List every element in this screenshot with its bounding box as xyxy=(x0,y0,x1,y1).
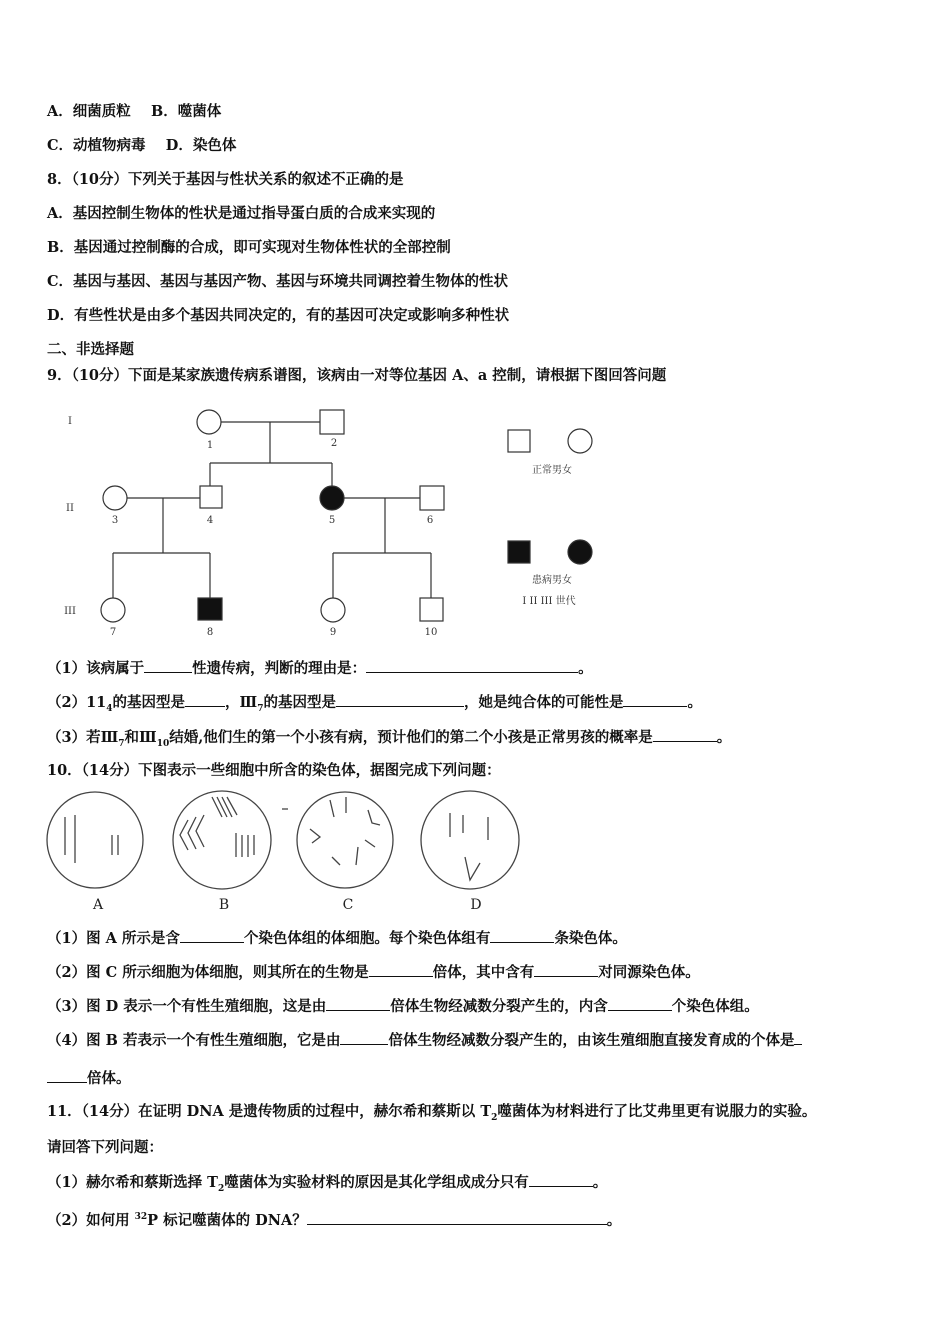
cell-label-b: B xyxy=(218,897,230,913)
legend-normal-label: 正常男女 xyxy=(532,465,572,476)
q11-part2: （2）如何用 $^{32}$P 标记噬菌体的 DNA？ 。 xyxy=(47,1211,622,1229)
blank[interactable] xyxy=(653,727,717,742)
gen-label-II: II xyxy=(66,503,74,514)
q9-part2: $(2)11_4$的基因型是 ，$Ⅲ_7$的基因型是 ，她是纯合体的可能性是 。 xyxy=(47,694,702,714)
cell-label-d: D xyxy=(470,897,482,913)
blank[interactable] xyxy=(534,962,598,977)
individual-10-male-normal xyxy=(420,598,443,621)
cell-a xyxy=(47,792,143,888)
q8-option-a: A．基因控制生物体的性状是通过指导蛋白质的合成来实现的 xyxy=(47,205,436,222)
gen-label-III: III xyxy=(64,606,76,617)
q7-option-b: B．噬菌体 xyxy=(150,103,222,120)
legend-generation-label: I II III 世代 xyxy=(522,596,576,607)
legend-affected-male xyxy=(508,541,530,563)
blank[interactable] xyxy=(180,928,244,943)
cell-label-a: A xyxy=(92,897,104,913)
individual-2-male-normal xyxy=(320,410,344,434)
q9-part3: （3）若$Ⅲ_7$和$Ⅲ_{10}$结婚,他们生的第一个小孩有病，预计他们的第二个小孩是正常男孩的概率是 。 xyxy=(47,729,732,749)
id-5: 5 xyxy=(328,515,336,526)
id-4: 4 xyxy=(206,515,214,526)
cell-c xyxy=(297,792,393,888)
blank[interactable] xyxy=(326,996,390,1011)
individual-1-female-normal xyxy=(197,410,221,434)
legend-normal-female xyxy=(568,429,592,453)
blank[interactable] xyxy=(340,1030,388,1045)
q8-stem: 8．（10分）下列关于基因与性状关系的叙述不正确的是 xyxy=(47,171,404,188)
q10-part1: （1）图 A 所示是含 个染色体组的体细胞。每个染色体组有 条染色体。 xyxy=(47,930,627,947)
pedigree-chart xyxy=(55,398,635,643)
q11-stem2: 请回答下列问题： xyxy=(47,1139,163,1156)
individual-4-male-normal xyxy=(200,486,222,508)
q7-option-c: C．动植物病毒 xyxy=(47,137,146,154)
q11-stem: 11．（14分）在证明 DNA 是遗传物质的过程中，赫尔希和蔡斯以 $T_2$噬菌体为材料进行了比艾弗里更有说服力的实验。 xyxy=(47,1103,817,1123)
q7-options-row1 xyxy=(47,102,221,122)
q8-option-d: D．有些性状是由多个基因共同决定的，有的基因可决定或影响多种性状 xyxy=(47,307,510,324)
q9-part1: （1）该病属于 性遗传病，判断的理由是： 。 xyxy=(47,660,593,677)
q8-option-c: C．基因与基因、基因与基因产物、基因与环境共同调控着生物体的性状 xyxy=(47,273,509,290)
id-1: 1 xyxy=(206,440,214,451)
q10-part4-cont: 倍体。 xyxy=(47,1068,131,1089)
id-3: 3 xyxy=(111,515,119,526)
blank[interactable] xyxy=(490,928,554,943)
q7-option-a: A．细菌质粒 xyxy=(47,103,131,120)
blank[interactable] xyxy=(185,692,225,707)
individual-3-female-normal xyxy=(103,486,127,510)
q11-part1: （1）赫尔希和蔡斯选择 $T_2$噬菌体为实验材料的原因是其化学组成成分只有 。 xyxy=(47,1174,608,1194)
individual-7-female-normal xyxy=(101,598,125,622)
q10-part3: （3）图 D 表示一个有性生殖细胞，这是由 倍体生物经减数分裂产生的，内含 个染色体组。 xyxy=(47,998,759,1015)
blank[interactable] xyxy=(47,1068,87,1083)
id-6: 6 xyxy=(426,515,434,526)
blank[interactable] xyxy=(529,1172,593,1187)
blank[interactable] xyxy=(794,1030,802,1045)
cell-d xyxy=(421,791,519,889)
individual-5-female-affected xyxy=(320,486,344,510)
individual-9-female-normal xyxy=(321,598,345,622)
id-2: 2 xyxy=(330,438,338,449)
q7-options-row2 xyxy=(47,136,236,156)
legend-affected-female xyxy=(568,540,592,564)
chromosome-cells-figure xyxy=(40,785,530,915)
blank[interactable] xyxy=(307,1210,607,1225)
blank[interactable] xyxy=(369,962,433,977)
q10-stem: 10．（14分）下图表示一些细胞中所含的染色体，据图完成下列问题： xyxy=(47,762,501,779)
blank[interactable] xyxy=(144,658,192,673)
id-9: 9 xyxy=(329,627,337,638)
blank[interactable] xyxy=(366,658,578,673)
id-7: 7 xyxy=(109,627,117,638)
blank[interactable] xyxy=(608,996,672,1011)
section-title: 二、非选择题 xyxy=(47,341,134,358)
q10-part4: （4）图 B 若表示一个有性生殖细胞，它是由 倍体生物经减数分裂产生的，由该生殖细胞直接发育成的个体是 xyxy=(47,1030,802,1051)
individual-6-male-normal xyxy=(420,486,444,510)
cell-label-c: C xyxy=(342,897,354,913)
legend-affected-label: 患病男女 xyxy=(532,575,572,586)
legend-normal-male xyxy=(508,430,530,452)
q7-option-d: D．染色体 xyxy=(165,137,237,154)
id-8: 8 xyxy=(206,627,214,638)
q8-option-b: B．基因通过控制酶的合成，即可实现对生物体性状的全部控制 xyxy=(47,239,451,256)
blank[interactable] xyxy=(623,692,687,707)
gen-label-I: I xyxy=(68,416,72,427)
individual-8-male-affected xyxy=(198,598,222,620)
q10-part2: （2）图 C 所示细胞为体细胞，则其所在的生物是 倍体，其中含有 对同源染色体。 xyxy=(47,964,700,981)
id-10: 10 xyxy=(424,627,438,638)
q9-stem: 9．（10分）下面是某家族遗传病系谱图，该病由一对等位基因 A、a 控制，请根据下图回答问题 xyxy=(47,367,667,384)
blank[interactable] xyxy=(336,692,464,707)
